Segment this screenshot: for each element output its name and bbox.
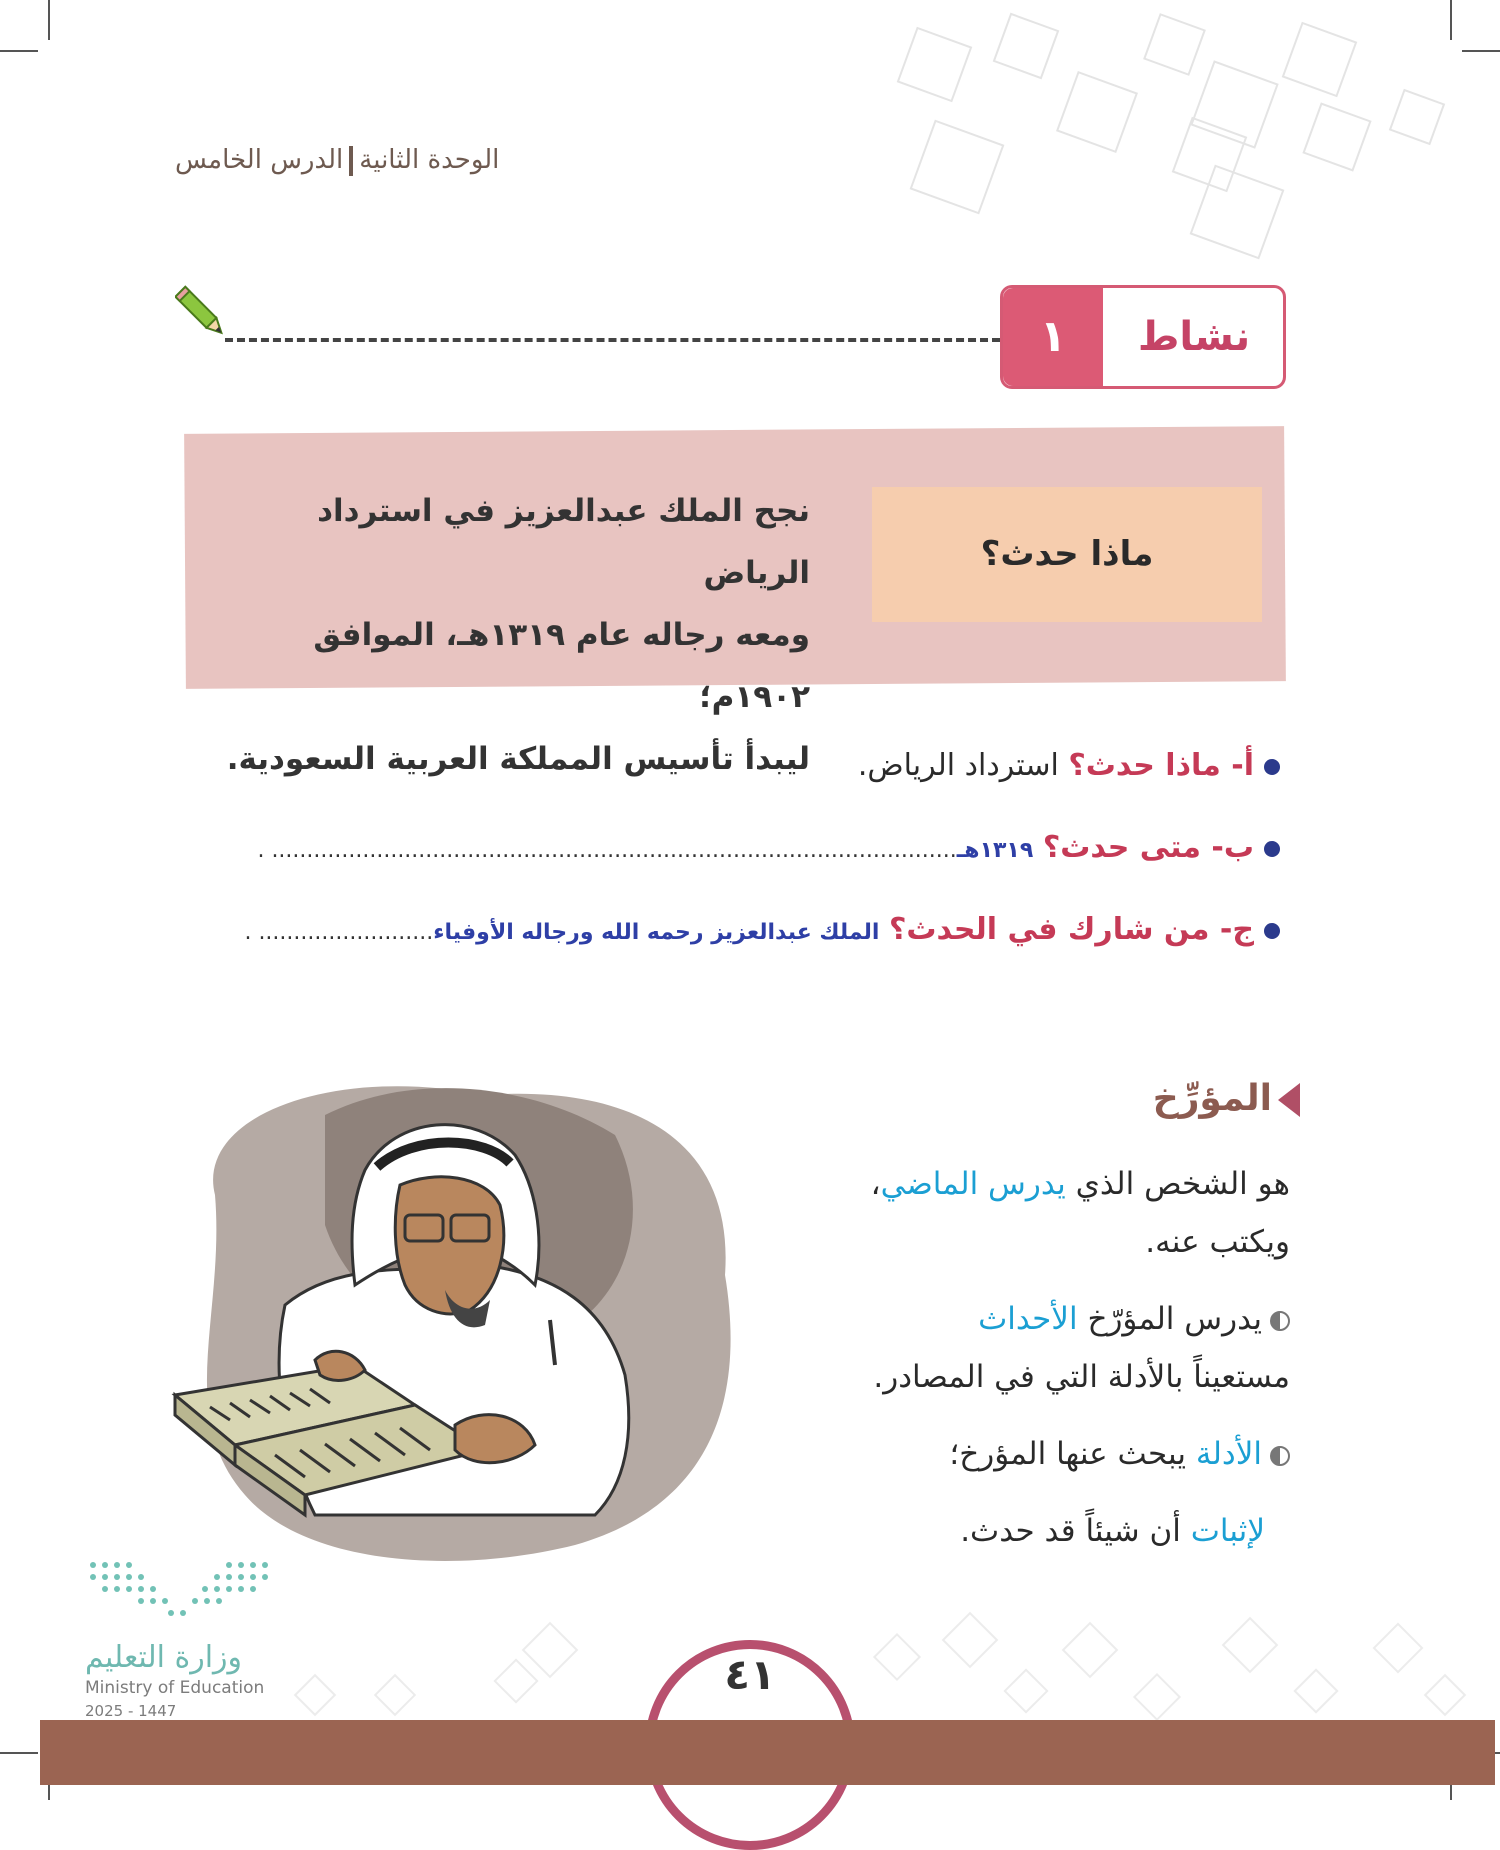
point-text: أن شيئاً قد حدث. bbox=[960, 1513, 1191, 1549]
point-highlight: الأحداث bbox=[978, 1301, 1078, 1337]
historian-definition bbox=[760, 1155, 1290, 1271]
crop-mark bbox=[48, 0, 50, 40]
crop-mark bbox=[0, 1752, 38, 1754]
page-header bbox=[175, 145, 525, 176]
definition-highlight: يدرس الماضي bbox=[880, 1166, 1066, 1202]
question-answer: ١٣١٩هـ bbox=[956, 838, 1034, 863]
answer-dots: .................................................................................................. . bbox=[257, 838, 957, 863]
answer-dots: ......................... . bbox=[244, 920, 434, 945]
header-separator bbox=[349, 146, 353, 176]
event-tag-text: ماذا حدث؟ bbox=[980, 534, 1154, 574]
half-circle-icon bbox=[1270, 1311, 1290, 1331]
historian-point-3 bbox=[760, 1502, 1265, 1560]
bullet-icon bbox=[1264, 923, 1280, 939]
crop-mark bbox=[0, 50, 38, 52]
crop-mark bbox=[1462, 50, 1500, 52]
point-highlight: لإثبات bbox=[1190, 1513, 1265, 1549]
definition-text: ويكتب عنه. bbox=[1145, 1224, 1290, 1260]
edition-year: 2025 - 1447 bbox=[85, 1702, 177, 1720]
bullet-icon bbox=[1264, 841, 1280, 857]
question-item bbox=[150, 830, 1280, 865]
historian-point-1 bbox=[760, 1290, 1290, 1406]
question-label: ج- من شارك في الحدث؟ bbox=[889, 912, 1254, 947]
event-line: نجح الملك عبدالعزيز في استرداد الرياض bbox=[317, 493, 810, 591]
activity-badge bbox=[1000, 285, 1286, 389]
crop-mark bbox=[1450, 0, 1452, 40]
question-answer: الملك عبدالعزيز رحمه الله ورجاله الأوفياء bbox=[433, 920, 880, 945]
dashed-divider bbox=[225, 338, 1000, 342]
question-label: أ- ماذا حدث؟ bbox=[1068, 748, 1254, 783]
historian-heading bbox=[1100, 1078, 1300, 1119]
event-description bbox=[200, 480, 810, 790]
question-item bbox=[150, 748, 1280, 783]
point-text: يدرس المؤرّخ bbox=[1077, 1301, 1262, 1337]
bullet-icon bbox=[1264, 759, 1280, 775]
historian-title: المؤرِّخ bbox=[1152, 1078, 1272, 1119]
historian-illustration bbox=[155, 1075, 755, 1575]
historian-point-2 bbox=[760, 1425, 1290, 1483]
definition-text: ، bbox=[870, 1166, 881, 1202]
event-line: ليبدأ تأسيس المملكة العربية السعودية. bbox=[226, 741, 810, 777]
ministry-name-en: Ministry of Education bbox=[85, 1678, 265, 1698]
question-answer: استرداد الرياض. bbox=[857, 748, 1059, 783]
activity-label: نشاط bbox=[1137, 314, 1251, 360]
question-label: ب- متى حدث؟ bbox=[1042, 830, 1254, 865]
chevron-icon bbox=[1278, 1083, 1300, 1117]
activity-number: ١ bbox=[1003, 288, 1103, 386]
pencil-icon bbox=[175, 282, 231, 344]
definition-text: هو الشخص الذي bbox=[1065, 1166, 1290, 1202]
ministry-name-ar: وزارة التعليم bbox=[85, 1640, 243, 1675]
unit-label: الوحدة الثانية bbox=[359, 145, 500, 175]
point-text: مستعيناً بالأدلة التي في المصادر. bbox=[873, 1359, 1290, 1395]
lesson-label: الدرس الخامس bbox=[175, 145, 344, 175]
point-highlight: الأدلة bbox=[1195, 1436, 1262, 1472]
half-circle-icon bbox=[1270, 1446, 1290, 1466]
page-number: ٤١ bbox=[724, 1650, 776, 1699]
event-line: ومعه رجاله عام ١٣١٩هـ، الموافق ١٩٠٢م؛ bbox=[313, 617, 810, 715]
ministry-logo bbox=[88, 1560, 278, 1630]
footer-bar bbox=[40, 1720, 1495, 1785]
question-item bbox=[150, 912, 1280, 947]
point-text: يبحث عنها المؤرخ؛ bbox=[949, 1436, 1196, 1472]
